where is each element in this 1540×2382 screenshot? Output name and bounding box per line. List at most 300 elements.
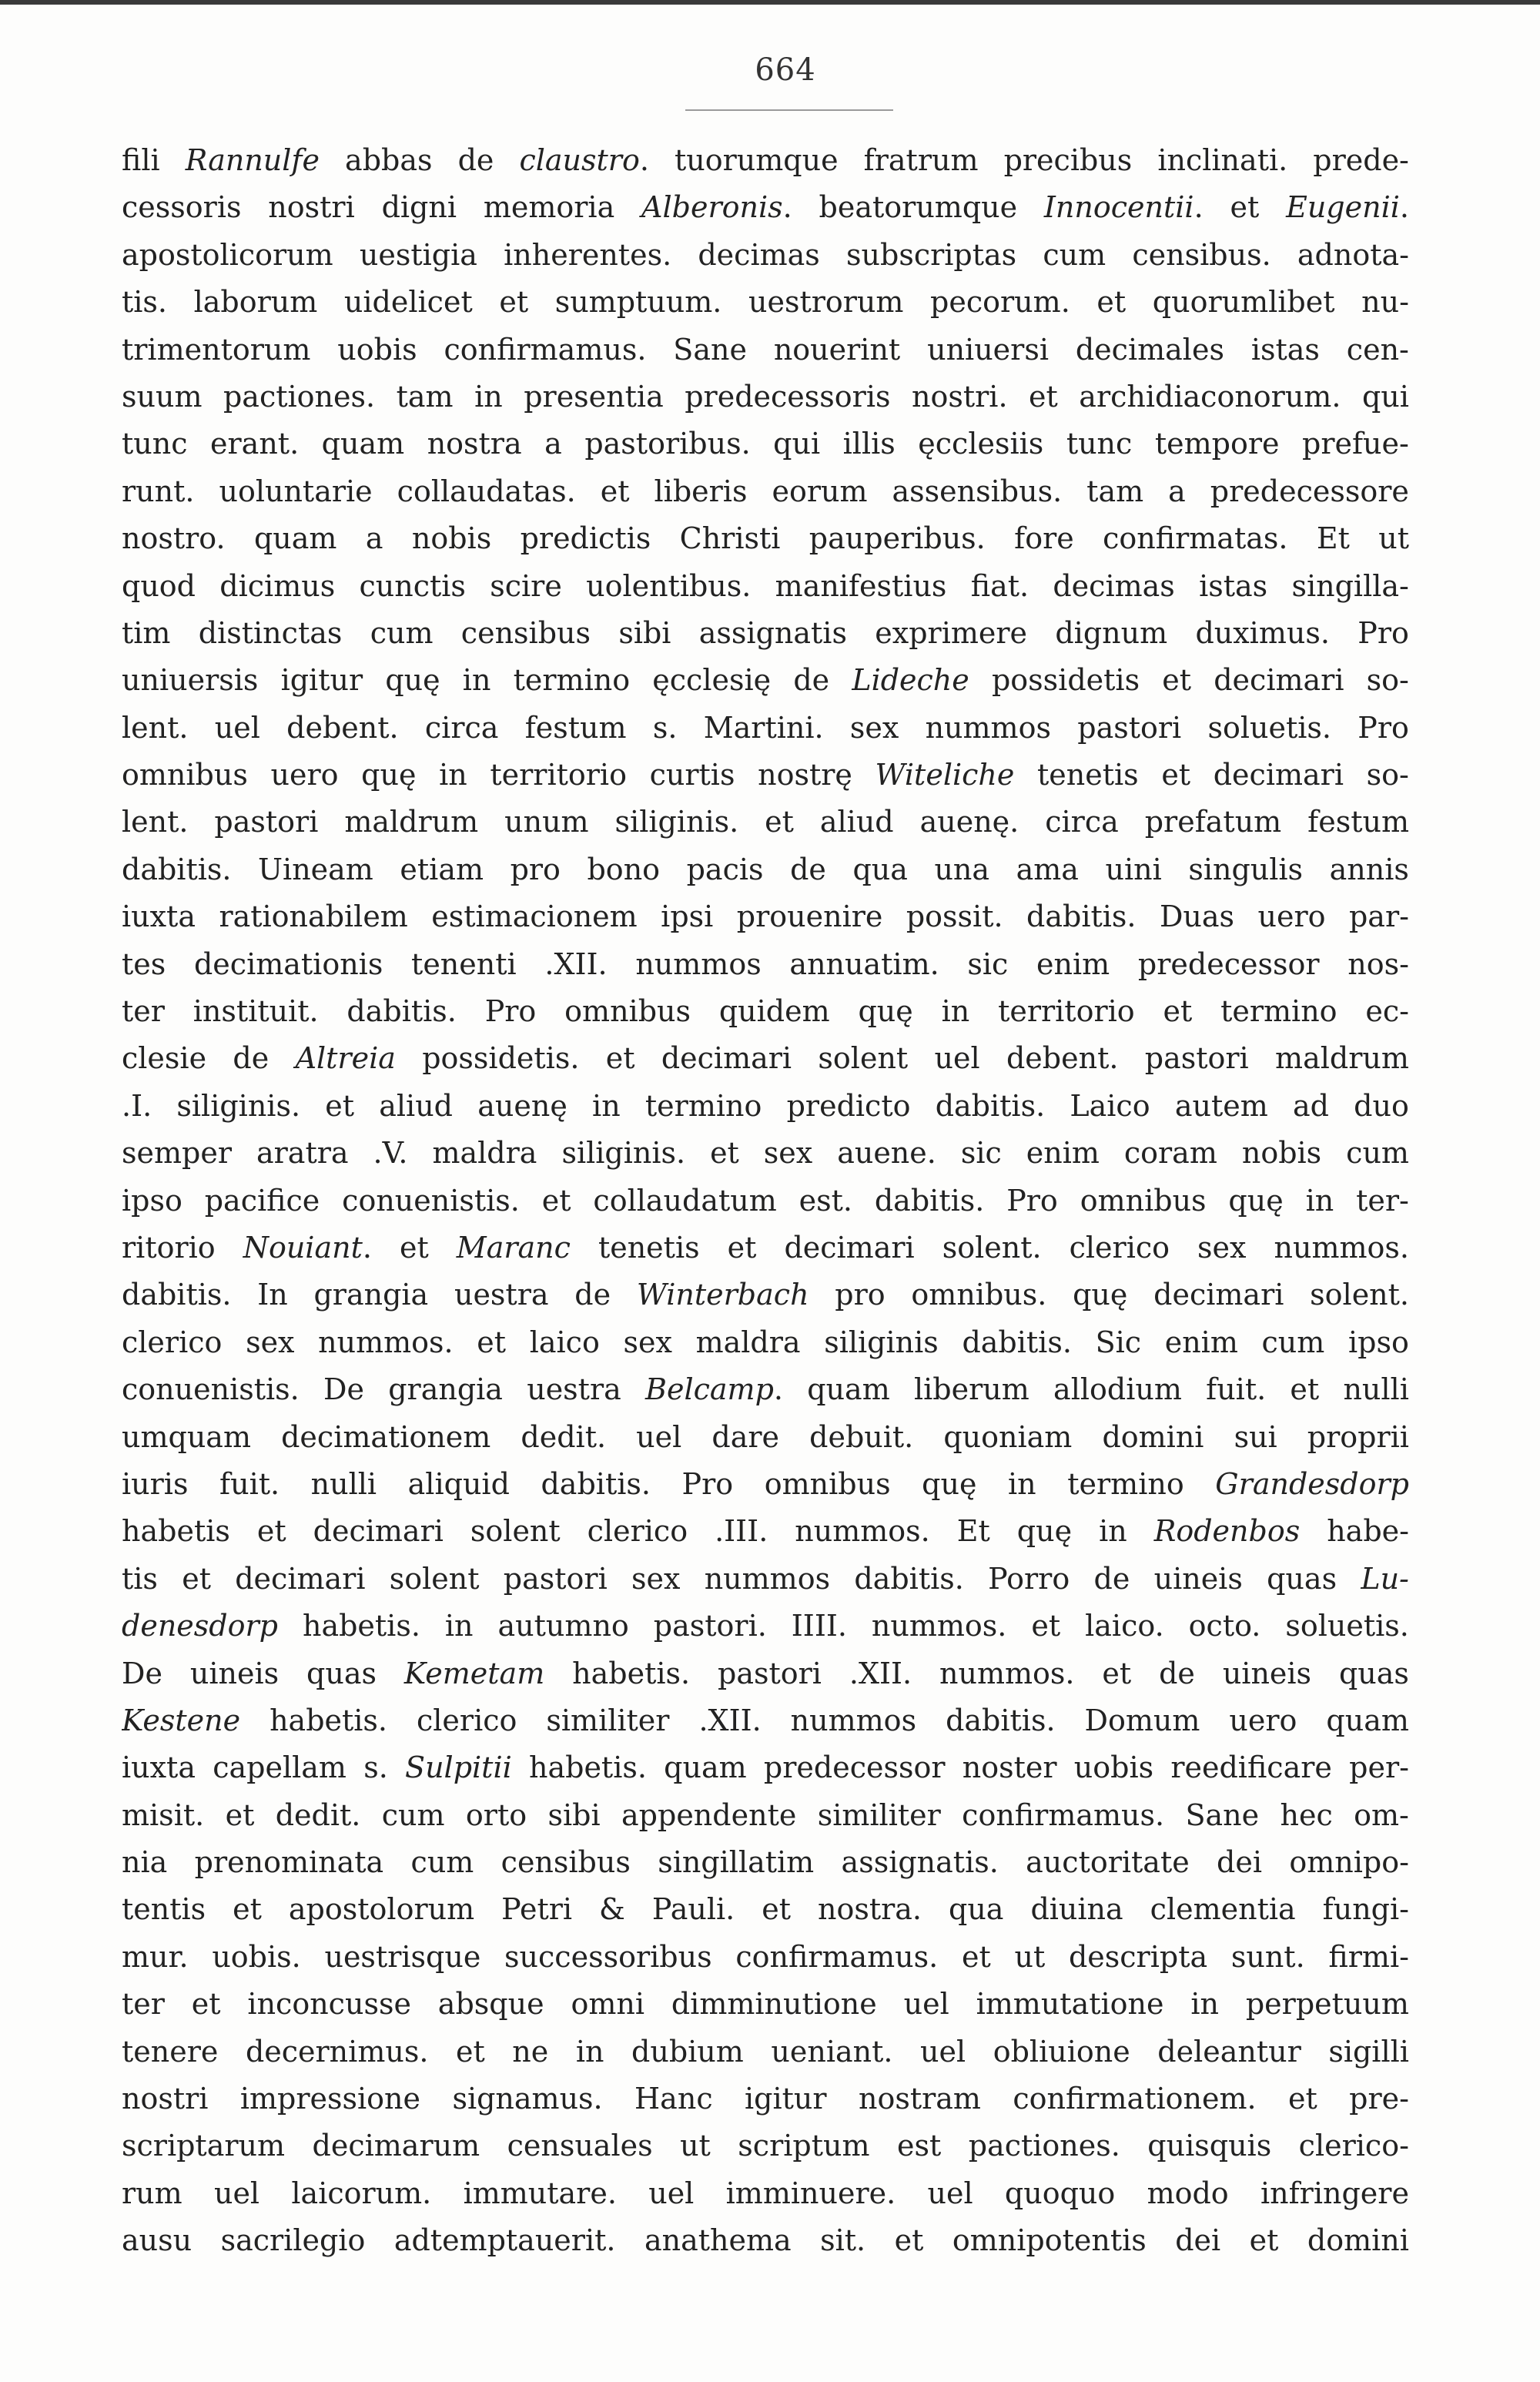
word: prede- [1313, 143, 1409, 177]
word: pre- [1349, 2082, 1409, 2116]
word: allodium [1053, 1372, 1182, 1407]
word: Pro [484, 994, 537, 1029]
word: termino [644, 1088, 762, 1123]
word: dabitis. [946, 1703, 1056, 1737]
word: uniuersis [122, 663, 259, 698]
word: ritorio [122, 1230, 216, 1265]
text-line [122, 1271, 1409, 1318]
text-line [122, 374, 1409, 420]
word: et [765, 805, 794, 839]
word: quisquis [1147, 2129, 1272, 2163]
word: prefue- [1302, 427, 1409, 461]
word: ut [1014, 1939, 1046, 1974]
body-text [122, 137, 1409, 2263]
word: enim [1164, 1325, 1238, 1359]
word: decimarum [312, 2129, 480, 2163]
word: annis [1329, 852, 1409, 886]
word: clerico- [1298, 2129, 1409, 2163]
text-line [122, 1083, 1409, 1130]
word: Lu- [1361, 1561, 1409, 1596]
word: ipso [1348, 1325, 1409, 1359]
word: sex [849, 710, 899, 745]
word: festum [524, 710, 627, 745]
word: Et [956, 1514, 990, 1549]
word: singillatim [658, 1845, 815, 1880]
word: qui [773, 427, 821, 461]
word: Christi [679, 521, 781, 556]
word: Sic [1095, 1325, 1142, 1359]
word: inherentes. [504, 237, 672, 272]
word: sex [631, 1561, 681, 1596]
word: soluetis. [1207, 710, 1331, 745]
word: quam [807, 1372, 890, 1407]
word: sic [960, 1136, 1002, 1171]
word: De [323, 1372, 364, 1407]
word: predecessor [1137, 946, 1320, 981]
word: sibi [547, 1797, 601, 1832]
word: conuenistis. [122, 1372, 300, 1407]
word: possidetis. [422, 1041, 580, 1076]
word: assignatis [698, 615, 847, 650]
word: pastori [1077, 710, 1182, 745]
word: clerico [122, 1325, 223, 1359]
word: coram [1123, 1136, 1217, 1171]
word: per- [1349, 1750, 1409, 1785]
word: umquam [122, 1419, 251, 1454]
word: fungi- [1322, 1892, 1409, 1927]
word: et [710, 1136, 739, 1171]
word: Lideche [852, 663, 969, 698]
word: decimari [1153, 1278, 1284, 1312]
word: pauperibus. [808, 521, 986, 556]
word: predecessor [763, 1750, 946, 1785]
text-line [122, 1319, 1409, 1366]
word: uero [1229, 1703, 1297, 1737]
word: uel [648, 2176, 695, 2210]
word: et [191, 1987, 221, 2022]
word: appendente [621, 1797, 797, 1832]
word: tuorumque [675, 143, 839, 177]
word: habe- [1327, 1514, 1409, 1549]
word: censibus [460, 615, 591, 650]
word: tunc [122, 427, 188, 461]
word: Pro [1006, 1183, 1058, 1218]
word: Pro [1358, 710, 1409, 745]
word: Nouiant. [243, 1230, 372, 1265]
text-line [122, 2217, 1409, 2263]
word: tim [122, 615, 171, 650]
word: prouenire [736, 900, 883, 934]
word: subscriptas [846, 237, 1017, 272]
word: immutare. [463, 2176, 617, 2210]
word: etiam [400, 852, 484, 886]
word: tis [122, 1561, 158, 1596]
word: et [233, 1892, 262, 1927]
word: lent. [122, 710, 189, 745]
word: Altreia [295, 1041, 396, 1076]
word: .XII. [849, 1656, 912, 1690]
word: domini [1307, 2223, 1409, 2258]
word: quoniam [943, 1419, 1073, 1454]
word: duximus. [1195, 615, 1330, 650]
word: omnipotentis [952, 2223, 1147, 2258]
word: Porro [988, 1561, 1070, 1596]
word: maldra [695, 1325, 801, 1359]
word: siliginis. [614, 805, 739, 839]
word: fili [122, 143, 160, 177]
word: dimminutione [671, 1987, 877, 2022]
text-line [122, 2122, 1409, 2169]
word: dignum [1055, 615, 1168, 650]
text-line [122, 846, 1409, 893]
word: apostolicorum [122, 237, 333, 272]
word: orto [465, 1797, 527, 1832]
word: confirmationem. [1013, 2082, 1257, 2116]
word: quam [1326, 1703, 1409, 1737]
word: infringere [1260, 2176, 1409, 2210]
word: octo. [1188, 1609, 1261, 1643]
word: omnibus [764, 1466, 891, 1501]
word: tam [1086, 474, 1144, 508]
word: et [399, 1230, 429, 1265]
word: fiat. [970, 568, 1029, 603]
word: uestrisque [324, 1939, 481, 1974]
word: ęcclesię [652, 663, 772, 698]
word: absque [437, 1987, 544, 2022]
word: clerico [587, 1514, 688, 1549]
word: precibus [1003, 143, 1133, 177]
text-line [122, 515, 1409, 562]
word: clerico [1069, 1230, 1170, 1265]
word: a [544, 427, 562, 461]
word: duo [1354, 1088, 1409, 1123]
word: ut [1378, 521, 1409, 556]
text-line [122, 137, 1409, 184]
word: decimari [784, 1230, 915, 1265]
word: grangia [313, 1278, 429, 1312]
word: .I. [122, 1088, 152, 1123]
word: scriptarum [122, 2129, 286, 2163]
word: uel [920, 2034, 966, 2069]
word: prefatum [1144, 805, 1282, 839]
word: enim [1026, 1136, 1100, 1171]
word: censibus [500, 1845, 631, 1880]
word: igitur [745, 2082, 827, 2116]
word: omnibus [122, 758, 248, 792]
word: decimari [1213, 758, 1344, 792]
word: bono [587, 852, 661, 886]
word: predictis [520, 521, 651, 556]
word: et [605, 1041, 635, 1076]
word: quę [385, 663, 440, 698]
word: uobis [337, 332, 417, 367]
word: .III. [715, 1514, 768, 1549]
word: impressione [239, 2082, 421, 2116]
word: Innocentii. [1043, 190, 1204, 225]
word: quę [858, 994, 913, 1029]
text-line [122, 1225, 1409, 1271]
word: IIII. [791, 1609, 847, 1643]
word: nostra. [817, 1892, 922, 1927]
word: cunctis [359, 568, 466, 603]
word: pastori [214, 805, 319, 839]
word: nos- [1348, 946, 1409, 981]
word: debent. [286, 710, 399, 745]
word: uineis [1222, 1656, 1312, 1690]
word: a [365, 521, 383, 556]
word: modo [1147, 2176, 1229, 2210]
word: curtis [649, 758, 735, 792]
word: et [1290, 1372, 1320, 1407]
word: omni [571, 1987, 644, 2022]
word: sex [1197, 1230, 1247, 1265]
word: semper [122, 1136, 233, 1171]
word: clementia [1150, 1892, 1296, 1927]
word: dabitis. [962, 1325, 1072, 1359]
word: unum [504, 805, 589, 839]
word: beatorumque [819, 190, 1018, 225]
word: maldrum [344, 805, 479, 839]
word: aliquid [407, 1466, 510, 1501]
word: Et [1316, 521, 1350, 556]
word: reedificare [1170, 1750, 1332, 1785]
word: quę [1228, 1183, 1284, 1218]
word: Uineam [258, 852, 373, 886]
word: inclinati. [1157, 143, 1288, 177]
text-line [122, 1697, 1409, 1744]
word: Pro [681, 1466, 734, 1501]
word: et [1029, 379, 1058, 414]
word: aliud [819, 805, 894, 839]
word: autem [1174, 1088, 1268, 1123]
word: uoluntarie [219, 474, 373, 508]
text-line [122, 279, 1409, 326]
word: nummos [635, 946, 762, 981]
word: Eugenii. [1286, 190, 1409, 225]
word: nu- [1361, 285, 1409, 320]
word: uestigia [359, 237, 477, 272]
word: collaudatum [593, 1183, 777, 1218]
word: .V. [373, 1136, 408, 1171]
word: circa [1045, 805, 1119, 839]
word: solent [818, 1041, 909, 1076]
word: et [961, 1939, 991, 1974]
text-line [122, 563, 1409, 610]
word: tenetis [1037, 758, 1139, 792]
word: et [762, 1892, 791, 1927]
word: cen- [1346, 332, 1409, 367]
text-line [122, 1981, 1409, 2028]
word: de [790, 852, 826, 886]
word: rum [122, 2176, 182, 2210]
word: nummos. [871, 1609, 1007, 1643]
word: pacifice [204, 1183, 320, 1218]
word: pactiones. [968, 2129, 1120, 2163]
word: uero [1257, 900, 1326, 934]
word: censuales [507, 2129, 653, 2163]
word: om- [1354, 1797, 1409, 1832]
word: auene. [837, 1136, 936, 1171]
word: predecessore [1210, 474, 1409, 508]
word: festum [1307, 805, 1409, 839]
word: tentis [122, 1892, 206, 1927]
word: In [257, 1278, 288, 1312]
word: pacis [686, 852, 764, 886]
word: uestrorum [748, 285, 904, 320]
text-line [122, 1792, 1409, 1839]
word: abbas [345, 143, 433, 177]
word: hec [1280, 1797, 1333, 1832]
word: decimari [313, 1514, 444, 1549]
word: estimacionem [431, 900, 638, 934]
word: runt. [122, 474, 195, 508]
word: nia [122, 1845, 168, 1880]
text-line [122, 2029, 1409, 2075]
word: ter [122, 994, 165, 1029]
word: territorio [998, 994, 1135, 1029]
word: habetis. [528, 1750, 647, 1785]
word: eorum [772, 474, 868, 508]
word: decimales [1075, 332, 1224, 367]
word: quod [122, 568, 196, 603]
word: habetis. [270, 1703, 388, 1737]
word: auenę [477, 1088, 567, 1123]
word: iuxta [122, 900, 196, 934]
word: siliginis [824, 1325, 939, 1359]
word: annuatim. [789, 946, 939, 981]
word: auenę. [919, 805, 1019, 839]
word: soluetis. [1285, 1609, 1409, 1643]
word: et [1163, 994, 1193, 1029]
word: et [727, 1230, 757, 1265]
word: uel [636, 1419, 682, 1454]
word: decimari [1214, 663, 1344, 698]
word: a [1168, 474, 1186, 508]
word: aliud [379, 1088, 454, 1123]
top-edge-rule [0, 0, 1540, 5]
word: uobis [1073, 1750, 1154, 1785]
word: tam [396, 379, 454, 414]
word: scriptum [738, 2129, 870, 2163]
word: suum [122, 379, 203, 414]
word: est. [798, 1183, 852, 1218]
word: tes [122, 946, 166, 981]
word: rationabilem [219, 900, 408, 934]
word: sumptuum. [554, 285, 722, 320]
word: Kestene [122, 1703, 241, 1737]
word: fuit. [219, 1466, 280, 1501]
word: predecessoris [685, 379, 891, 414]
word: decernimus. [245, 2034, 429, 2069]
word: quam [664, 1750, 747, 1785]
word: et [1096, 285, 1127, 320]
text-line [122, 1934, 1409, 1981]
word: uestra [527, 1372, 621, 1407]
word: decimationis [193, 946, 383, 981]
word: predicto [786, 1088, 911, 1123]
word: scire [490, 568, 562, 603]
word: tunc [1066, 427, 1133, 461]
word: habetis [122, 1514, 230, 1549]
word: singulis [1188, 852, 1304, 886]
word: ad [1292, 1088, 1329, 1123]
word: nummos [790, 1703, 917, 1737]
word: nostri. [912, 379, 1008, 414]
word: adnota- [1297, 237, 1409, 272]
word: successoribus [504, 1939, 712, 1974]
text-line [122, 752, 1409, 799]
text-line [122, 184, 1409, 231]
word: confirmatas. [1103, 521, 1288, 556]
word: pastori. [653, 1609, 767, 1643]
word: in [941, 994, 970, 1029]
word: et [325, 1088, 355, 1123]
word: signamus. [452, 2082, 603, 2116]
word: nostri [122, 2082, 209, 2116]
word: similiter [817, 1797, 941, 1832]
word: Pro [1358, 615, 1409, 650]
word: et [225, 1797, 255, 1832]
text-line [122, 1744, 1409, 1791]
word: uel [214, 710, 260, 745]
word: et [477, 1325, 507, 1359]
word: dabitis. [122, 1278, 232, 1312]
word: et [1162, 663, 1192, 698]
word: cessoris [122, 190, 242, 225]
word: Duas [1159, 900, 1235, 934]
word: una [934, 852, 990, 886]
text-line [122, 705, 1409, 752]
word: & [599, 1892, 625, 1927]
word: Sulpitii [405, 1750, 512, 1785]
word: Grandesdorp [1215, 1466, 1409, 1501]
word: diuina [1030, 1892, 1123, 1927]
word: manifestius [775, 568, 947, 603]
word: nobis [411, 521, 492, 556]
word: ec- [1365, 994, 1409, 1029]
word: dabitis. [122, 852, 232, 886]
word: iuxta [122, 1750, 196, 1785]
word: uel [927, 2176, 973, 2210]
word: debent. [1006, 1041, 1119, 1076]
word: dicimus [219, 568, 336, 603]
word: conuenistis. [342, 1183, 520, 1218]
word: est [896, 2129, 942, 2163]
word: termino [1067, 1466, 1184, 1501]
word: imminuere. [725, 2176, 896, 2210]
word: exprimere [875, 615, 1028, 650]
word: termino [1220, 994, 1337, 1029]
word: grangia [388, 1372, 503, 1407]
word: solent [470, 1514, 561, 1549]
word: capellam [213, 1750, 346, 1785]
word: tempore [1154, 427, 1280, 461]
word: par- [1348, 900, 1409, 934]
word: prenominata [194, 1845, 384, 1880]
text-line [122, 1556, 1409, 1603]
text-line [122, 1650, 1409, 1697]
word: s. [363, 1750, 388, 1785]
text-line [122, 988, 1409, 1035]
word: et [1249, 2223, 1279, 2258]
word: quam [253, 521, 337, 556]
word: pastori [503, 1561, 608, 1596]
word: liberum [914, 1372, 1029, 1407]
word: uineis [189, 1656, 280, 1690]
text-line [122, 941, 1409, 988]
word: et [256, 1514, 286, 1549]
word: descripta [1068, 1939, 1208, 1974]
